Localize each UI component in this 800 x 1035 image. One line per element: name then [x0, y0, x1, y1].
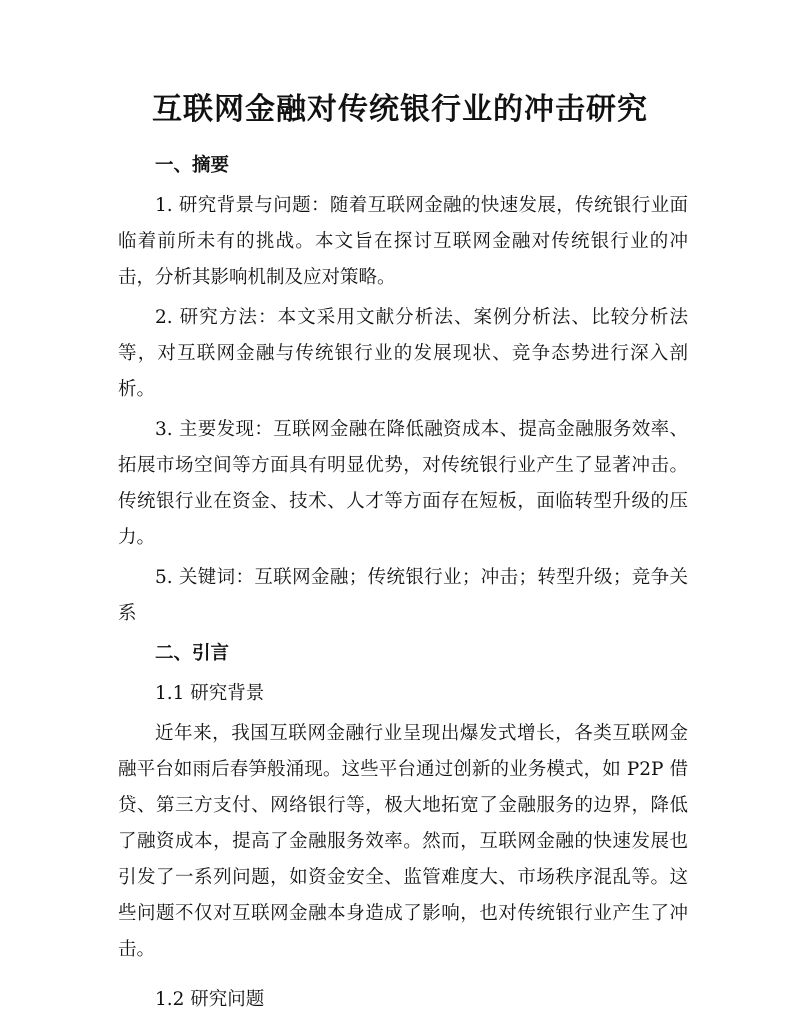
abstract-heading: 一、摘要 [155, 155, 230, 176]
document-body [118, 148, 688, 1018]
document-title: 互联网金融对传统银行业的冲击研究 [152, 92, 648, 127]
research-question-heading: 1.2 研究问题 [155, 989, 265, 1010]
abstract-item-2: 2. 研究方法：本文采用文献分析法、案例分析法、比较分析法等，对互联网金融与传统银行业的发展现状、竞争态势进行深入剖析。 [118, 307, 688, 400]
introduction-heading: 二、引言 [155, 643, 230, 664]
research-background-heading: 1.1 研究背景 [155, 683, 265, 704]
abstract-item-3: 3. 主要发现：互联网金融在降低融资成本、提高金融服务效率、拓展市场空间等方面具有明显优势，对传统银行业产生了显著冲击。传统银行业在资金、技术、人才等方面存在短板，面临转型升级的压力。 [118, 419, 688, 548]
abstract-item-keywords: 5. 关键词：互联网金融；传统银行业；冲击；转型升级；竞争关系 [118, 567, 688, 624]
research-background-paragraph: 近年来，我国互联网金融行业呈现出爆发式增长，各类互联网金融平台如雨后春笋般涌现。这些平台通过创新的业务模式，如 P2P 借贷、第三方支付、网络银行等，极大地拓宽了金融服务的边界，降低了融资成本，提高了金融服务效率。然而，互联网金融的快速发展也引发了一系列问题，如资金安全、监管难度大、市场秩序混乱等。这些问题不仅对互联网金融本身造成了影响，也对传统银行业产生了冲击。 [118, 723, 688, 960]
abstract-item-1: 1. 研究背景与问题：随着互联网金融的快速发展，传统银行业面临着前所未有的挑战。本文旨在探讨互联网金融对传统银行业的冲击，分析其影响机制及应对策略。 [118, 195, 688, 288]
